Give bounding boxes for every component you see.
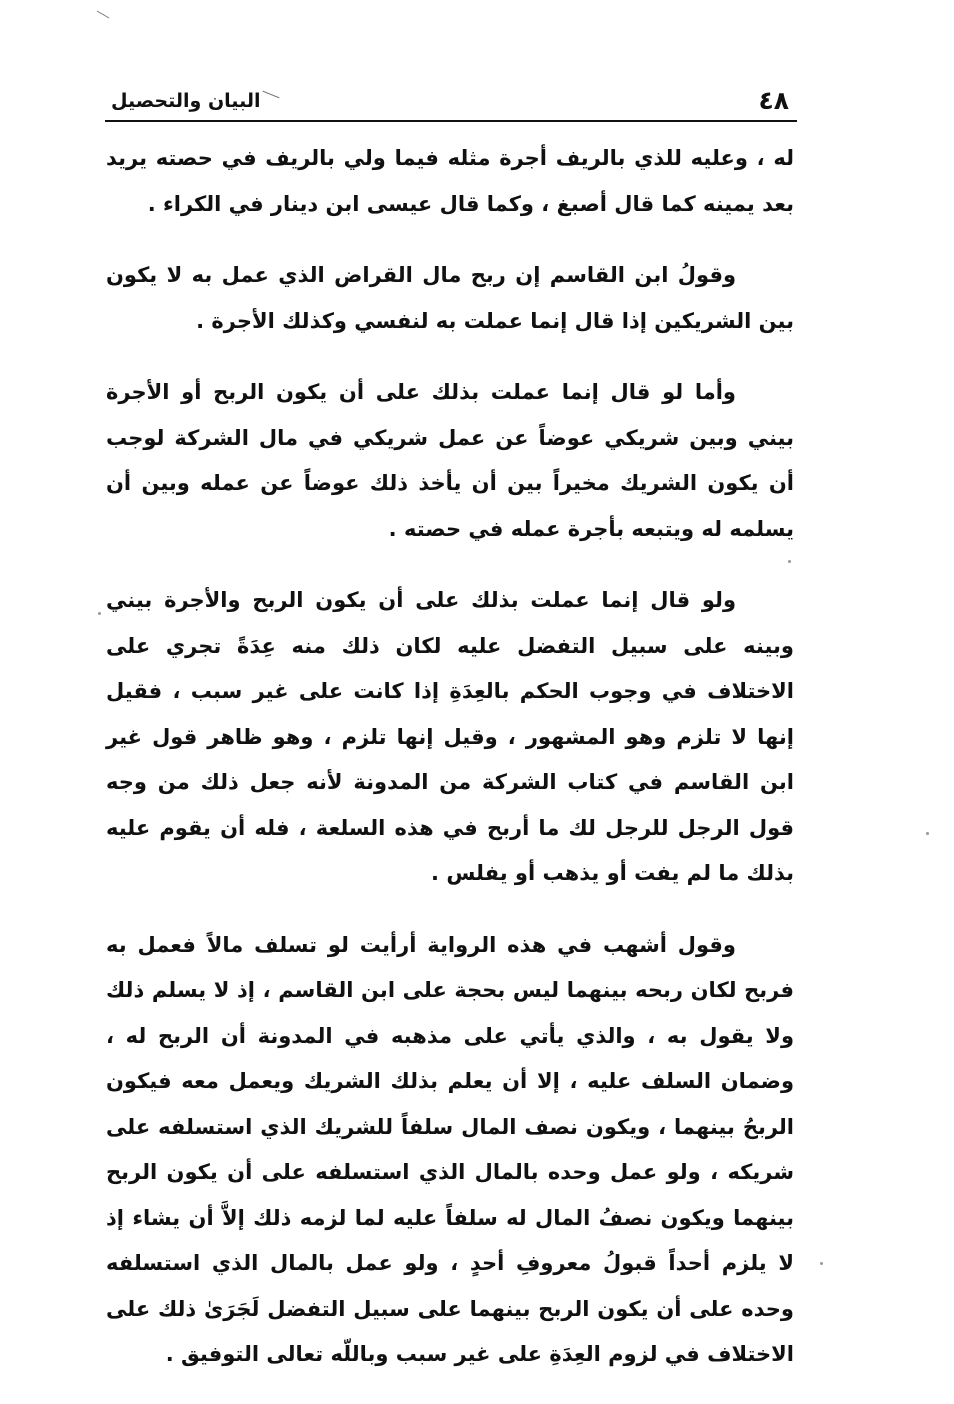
- paragraph-2: وقولُ ابن القاسم إن ربح مال القراض الذي عمل به لا يكون بين الشريكين إذا قال إنما عملت به لنفسي وكذلك الأجرة .: [106, 263, 794, 333]
- paragraph-3: وأما لو قال إنما عملت بذلك على أن يكون الربح أو الأجرة بيني وبين شريكي عوضاً عن عمل شريكي في مال الشركة لوجب أن يكون الشريك مخيراً بين أن يأخذ ذلك عوضاً عن عمله وبين أن يسلمه له ويتبعه بأجرة عمله في حصته .: [106, 380, 794, 541]
- page-header: [105, 78, 797, 122]
- scan-mark: [97, 11, 110, 19]
- page-body: [106, 136, 794, 1404]
- paragraph-4: ولو قال إنما عملت بذلك على أن يكون الربح والأجرة بيني وبينه على سبيل التفضل عليه لكان ذلك منه عِدَةً تجري على الاختلاف في وجوب الحكم بالعِدَةِ إذا كانت على غير سبب ، فقيل إنها لا تلزم وهو المشهور ، وقيل إنها تلزم ، وهو ظاهر قول غير ابن القاسم في كتاب الشركة من المدونة لأنه جعل ذلك من وجه قول الرجل للرجل لك ما أربح في هذه السلعة ، فله أن يقوم عليه بذلك ما لم يفت أو يذهب أو يفلس .: [106, 588, 794, 885]
- paragraph-5: وقول أشهب في هذه الرواية أرأيت لو تسلف مالاً فعمل به فربح لكان ربحه بينهما ليس بحجة على ابن القاسم ، إذ لا يسلم ذلك ولا يقول به ، والذي يأتي على مذهبه في المدونة أن الربح له ، وضمان السلف عليه ، إلا أن يعلم بذلك الشريك ويعمل معه فيكون الربحُ بينهما ، ويكون نصف المال سلفاً للشريك الذي استسلفه على شريكه ، ولو عمل وحده بالمال الذي استسلفه على أن يكون الربح بينهما ويكون نصفُ المال له سلفاً عليه لما لزمه ذلك إلاَّ أن يشاء إذ لا يلزم أحداً قبولُ معروفِ أحدٍ ، ولو عمل بالمال الذي استسلفه وحده على أن يكون الربح بينهما على سبيل التفضل لَجَرَىٰ ذلك على الاختلاف في لزوم العِدَةِ على غير سبب وباللّه تعالى التوفيق .: [106, 932, 794, 1366]
- scan-dot: [926, 832, 929, 835]
- scan-dot: [820, 1262, 823, 1265]
- header-rule: [105, 120, 797, 122]
- scan-dot: [98, 612, 101, 615]
- paragraph-1: له ، وعليه للذي بالريف أجرة مثله فيما ولي بالريف في حصته يريد بعد يمينه كما قال أصبغ ، وكما قال عيسى ابن دينار في الكراء .: [106, 146, 794, 216]
- running-title: البيان والتحصيل: [111, 90, 261, 112]
- page-number: ٤٨: [758, 86, 789, 115]
